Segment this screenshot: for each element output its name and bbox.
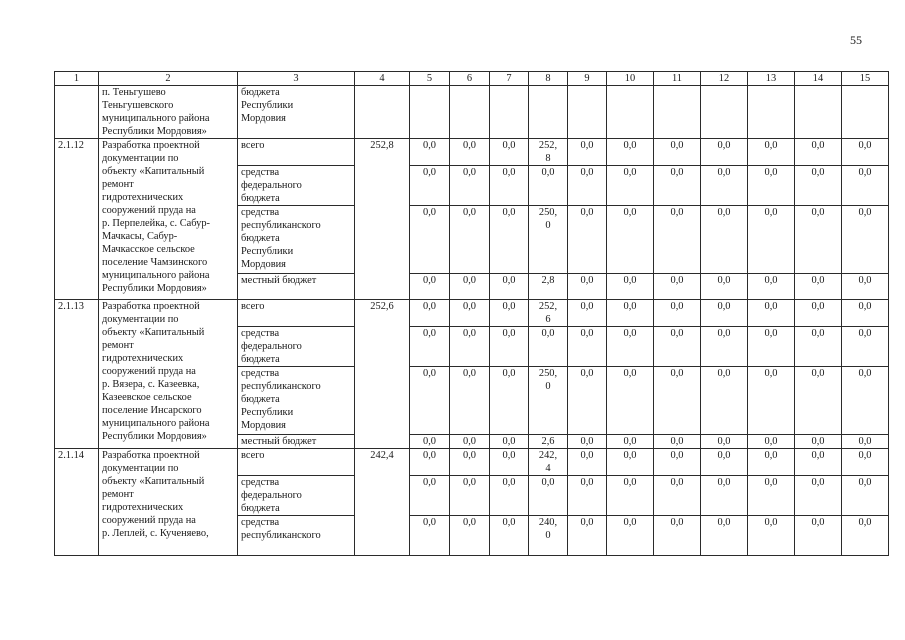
value-cell: 0,0 xyxy=(568,206,607,274)
text-line: Теньгушевского xyxy=(102,100,174,111)
code-cell xyxy=(55,86,99,139)
text-line: средства xyxy=(241,207,280,218)
text-line: Мачкасское сельское xyxy=(102,244,195,255)
text-line: федерального xyxy=(241,341,302,352)
continuation-row xyxy=(55,86,889,139)
value-cell: 0,0 xyxy=(842,516,889,556)
value-cell: 0,0 xyxy=(410,327,450,367)
text-line: 0,0 xyxy=(541,328,555,339)
value-cell: 0,0 xyxy=(795,367,842,435)
text-line: Мордовия xyxy=(241,259,286,270)
value-cell: 0,0 xyxy=(450,476,490,516)
column-number-cell: 10 xyxy=(607,72,654,86)
value-cell-col8 xyxy=(529,449,568,476)
value-cell: 0,0 xyxy=(842,139,889,166)
value-cell: 0,0 xyxy=(450,367,490,435)
text-line: сооружений пруда на xyxy=(102,366,196,377)
column-number-cell: 15 xyxy=(842,72,889,86)
text-line: 252, xyxy=(538,140,558,151)
value-cell: 0,0 xyxy=(568,300,607,327)
value-cell xyxy=(795,86,842,139)
column-number-cell: 11 xyxy=(654,72,701,86)
text-line: средства xyxy=(241,477,280,488)
program-table xyxy=(54,71,889,556)
column-number-cell: 2 xyxy=(99,72,238,86)
text-line: 0 xyxy=(545,381,551,392)
text-line: 4 xyxy=(545,463,551,474)
value-cell: 0,0 xyxy=(450,516,490,556)
value-cell: 0,0 xyxy=(607,274,654,300)
value-cell-col8 xyxy=(529,274,568,300)
funding-source-cell xyxy=(238,139,355,166)
value-cell: 0,0 xyxy=(701,367,748,435)
value-cell: 0,0 xyxy=(410,139,450,166)
text-line: ремонт xyxy=(102,179,134,190)
text-line: 242, xyxy=(538,450,558,461)
value-cell: 0,0 xyxy=(795,449,842,476)
text-line: 252, xyxy=(538,301,558,312)
text-line: Республики Мордовия» xyxy=(102,126,207,137)
value-cell xyxy=(490,86,529,139)
value-cell: 0,0 xyxy=(654,166,701,206)
text-line: объекту «Капитальный xyxy=(102,476,205,487)
value-cell xyxy=(654,86,701,139)
text-line: 2,6 xyxy=(541,436,555,447)
value-cell: 0,0 xyxy=(842,435,889,449)
value-cell: 0,0 xyxy=(607,476,654,516)
item-code-cell: 2.1.13 xyxy=(55,300,99,449)
funding-source-cell xyxy=(238,300,355,327)
text-line: 0 xyxy=(545,220,551,231)
value-cell-col8 xyxy=(529,476,568,516)
value-cell: 0,0 xyxy=(490,476,529,516)
value-cell: 0,0 xyxy=(795,300,842,327)
value-cell: 0,0 xyxy=(701,206,748,274)
value-cell-col8 xyxy=(529,166,568,206)
value-cell: 0,0 xyxy=(748,327,795,367)
value-cell: 0,0 xyxy=(795,516,842,556)
text-line: муниципального района xyxy=(102,418,210,429)
text-line: Республики xyxy=(241,100,294,111)
value-cell: 0,0 xyxy=(450,166,490,206)
text-line: 0 xyxy=(545,530,551,541)
value-cell: 0,0 xyxy=(842,449,889,476)
value-cell: 0,0 xyxy=(654,435,701,449)
value-cell: 0,0 xyxy=(450,435,490,449)
value-cell: 0,0 xyxy=(748,274,795,300)
value-cell: 0,0 xyxy=(654,516,701,556)
value-cell: 0,0 xyxy=(842,166,889,206)
value-cell: 0,0 xyxy=(607,435,654,449)
value-cell xyxy=(607,86,654,139)
value-cell: 0,0 xyxy=(654,274,701,300)
value-cell: 0,0 xyxy=(490,516,529,556)
text-line: Республики Мордовия» xyxy=(102,283,207,294)
value-cell-col8 xyxy=(529,206,568,274)
value-cell: 0,0 xyxy=(701,139,748,166)
value-cell: 0,0 xyxy=(450,300,490,327)
value-cell xyxy=(355,86,410,139)
text-line: поселение Инсарского xyxy=(102,405,202,416)
text-line: Казеевское сельское xyxy=(102,392,192,403)
text-line: бюджета xyxy=(241,87,280,98)
text-line: р. Леплей, с. Кученяево, xyxy=(102,528,209,539)
value-cell xyxy=(748,86,795,139)
value-cell: 0,0 xyxy=(568,327,607,367)
value-cell: 0,0 xyxy=(748,206,795,274)
value-cell: 0,0 xyxy=(701,449,748,476)
value-cell: 0,0 xyxy=(701,300,748,327)
text-line: гидротехнических xyxy=(102,353,184,364)
column-number-cell: 13 xyxy=(748,72,795,86)
text-line: средства xyxy=(241,368,280,379)
value-cell: 0,0 xyxy=(701,516,748,556)
value-cell-col8 xyxy=(529,327,568,367)
value-cell-col8 xyxy=(529,516,568,556)
page-number: 55 xyxy=(850,33,862,47)
text-line: Республики xyxy=(241,246,294,257)
value-cell: 0,0 xyxy=(410,476,450,516)
value-cell: 0,0 xyxy=(450,274,490,300)
value-cell: 0,0 xyxy=(568,139,607,166)
text-line: местный бюджет xyxy=(241,275,317,286)
text-line: объекту «Капитальный xyxy=(102,166,205,177)
object-name-cell xyxy=(99,86,238,139)
value-cell-col8 xyxy=(529,300,568,327)
value-cell: 0,0 xyxy=(490,449,529,476)
text-line: 250, xyxy=(538,207,558,218)
value-cell: 0,0 xyxy=(842,367,889,435)
value-cell: 0,0 xyxy=(795,327,842,367)
text-line: республиканского xyxy=(241,530,321,541)
text-line: р. Перпелейка, с. Сабур- xyxy=(102,218,211,229)
value-cell-col8 xyxy=(529,367,568,435)
text-line: Республики Мордовия» xyxy=(102,431,207,442)
funding-source-cell xyxy=(238,476,355,516)
text-line: муниципального района xyxy=(102,113,210,124)
column-number-cell: 6 xyxy=(450,72,490,86)
text-line: документации по xyxy=(102,153,179,164)
text-line: Республики xyxy=(241,407,294,418)
text-line: бюджета xyxy=(241,233,280,244)
value-cell: 0,0 xyxy=(410,435,450,449)
value-cell: 0,0 xyxy=(748,516,795,556)
value-cell: 0,0 xyxy=(748,435,795,449)
value-cell: 0,0 xyxy=(450,206,490,274)
text-line: бюджета xyxy=(241,354,280,365)
column-number-cell: 1 xyxy=(55,72,99,86)
value-cell xyxy=(568,86,607,139)
funding-source-cell xyxy=(238,516,355,556)
text-line: Разработка проектной xyxy=(102,450,200,461)
text-line: муниципального района xyxy=(102,270,210,281)
value-cell: 0,0 xyxy=(490,274,529,300)
text-line: Разработка проектной xyxy=(102,140,200,151)
text-line: Мачкасы, Сабур- xyxy=(102,231,178,242)
funding-source-cell xyxy=(238,367,355,435)
funding-source-cell xyxy=(238,327,355,367)
value-cell: 0,0 xyxy=(748,166,795,206)
value-cell: 0,0 xyxy=(842,476,889,516)
value-cell: 0,0 xyxy=(568,166,607,206)
value-cell: 0,0 xyxy=(490,435,529,449)
text-line: 240, xyxy=(538,517,558,528)
value-cell: 0,0 xyxy=(701,327,748,367)
value-cell: 0,0 xyxy=(795,435,842,449)
value-cell: 0,0 xyxy=(607,367,654,435)
text-line: Мордовия xyxy=(241,420,286,431)
text-line: сооружений пруда на xyxy=(102,515,196,526)
value-cell: 0,0 xyxy=(654,206,701,274)
value-cell: 0,0 xyxy=(450,327,490,367)
text-line: республиканского xyxy=(241,220,321,231)
value-cell: 0,0 xyxy=(748,300,795,327)
column-number-cell: 3 xyxy=(238,72,355,86)
value-cell: 0,0 xyxy=(490,300,529,327)
value-cell: 0,0 xyxy=(842,327,889,367)
value-cell: 0,0 xyxy=(607,206,654,274)
text-line: бюджета xyxy=(241,193,280,204)
value-cell: 0,0 xyxy=(568,367,607,435)
text-line: ремонт xyxy=(102,489,134,500)
column-number-cell: 4 xyxy=(355,72,410,86)
value-cell: 0,0 xyxy=(410,274,450,300)
value-cell: 0,0 xyxy=(748,367,795,435)
text-line: бюджета xyxy=(241,394,280,405)
total-cell: 252,8 xyxy=(355,139,410,300)
value-cell: 0,0 xyxy=(410,367,450,435)
column-number-cell: 9 xyxy=(568,72,607,86)
text-line: объекту «Капитальный xyxy=(102,327,205,338)
funding-source-cell xyxy=(238,435,355,449)
value-cell: 0,0 xyxy=(568,274,607,300)
value-cell: 0,0 xyxy=(410,206,450,274)
text-line: 250, xyxy=(538,368,558,379)
text-line: всего xyxy=(241,140,265,151)
item-code-cell: 2.1.14 xyxy=(55,449,99,556)
funding-row xyxy=(55,300,889,327)
text-line: средства xyxy=(241,328,280,339)
object-name-cell xyxy=(99,300,238,449)
text-line: Разработка проектной xyxy=(102,301,200,312)
text-line: всего xyxy=(241,450,265,461)
value-cell: 0,0 xyxy=(410,516,450,556)
funding-source-cell xyxy=(238,274,355,300)
value-cell: 0,0 xyxy=(490,206,529,274)
value-cell: 0,0 xyxy=(654,449,701,476)
funding-source-cell xyxy=(238,206,355,274)
value-cell-col8 xyxy=(529,139,568,166)
text-line: средства xyxy=(241,167,280,178)
value-cell: 0,0 xyxy=(607,449,654,476)
value-cell xyxy=(529,86,568,139)
column-number-cell: 7 xyxy=(490,72,529,86)
text-line: 0,0 xyxy=(541,167,555,178)
value-cell: 0,0 xyxy=(410,300,450,327)
text-line: 0,0 xyxy=(541,477,555,488)
value-cell: 0,0 xyxy=(795,274,842,300)
funding-source-cell xyxy=(238,166,355,206)
text-line: 6 xyxy=(545,314,551,325)
value-cell: 0,0 xyxy=(795,166,842,206)
value-cell: 0,0 xyxy=(748,476,795,516)
value-cell: 0,0 xyxy=(654,476,701,516)
value-cell: 0,0 xyxy=(568,449,607,476)
text-line: бюджета xyxy=(241,503,280,514)
funding-source-cell xyxy=(238,449,355,476)
column-number-cell: 14 xyxy=(795,72,842,86)
value-cell: 0,0 xyxy=(568,476,607,516)
value-cell: 0,0 xyxy=(568,435,607,449)
text-line: всего xyxy=(241,301,265,312)
value-cell: 0,0 xyxy=(410,166,450,206)
value-cell: 0,0 xyxy=(795,139,842,166)
text-line: гидротехнических xyxy=(102,192,184,203)
total-cell: 252,6 xyxy=(355,300,410,449)
value-cell xyxy=(410,86,450,139)
value-cell: 0,0 xyxy=(490,327,529,367)
text-line: документации по xyxy=(102,463,179,474)
column-number-cell: 5 xyxy=(410,72,450,86)
value-cell: 0,0 xyxy=(607,300,654,327)
value-cell: 0,0 xyxy=(795,206,842,274)
value-cell xyxy=(701,86,748,139)
text-line: п. Теньгушево xyxy=(102,87,166,98)
value-cell: 0,0 xyxy=(654,139,701,166)
object-name-cell xyxy=(99,139,238,300)
value-cell xyxy=(842,86,889,139)
text-line: поселение Чамзинского xyxy=(102,257,208,268)
value-cell: 0,0 xyxy=(748,449,795,476)
value-cell-col8 xyxy=(529,435,568,449)
value-cell: 0,0 xyxy=(701,435,748,449)
funding-source-cell xyxy=(238,86,355,139)
value-cell: 0,0 xyxy=(795,476,842,516)
total-cell: 242,4 xyxy=(355,449,410,556)
funding-row xyxy=(55,449,889,476)
text-line: 2,8 xyxy=(541,275,555,286)
object-name-cell xyxy=(99,449,238,556)
value-cell: 0,0 xyxy=(842,300,889,327)
column-number-row xyxy=(55,72,889,86)
value-cell: 0,0 xyxy=(607,139,654,166)
value-cell xyxy=(450,86,490,139)
value-cell: 0,0 xyxy=(654,300,701,327)
value-cell: 0,0 xyxy=(450,139,490,166)
value-cell: 0,0 xyxy=(607,166,654,206)
value-cell: 0,0 xyxy=(748,139,795,166)
value-cell: 0,0 xyxy=(490,166,529,206)
text-line: федерального xyxy=(241,490,302,501)
text-line: средства xyxy=(241,517,280,528)
value-cell: 0,0 xyxy=(607,516,654,556)
column-number-cell: 12 xyxy=(701,72,748,86)
value-cell: 0,0 xyxy=(701,166,748,206)
value-cell: 0,0 xyxy=(654,327,701,367)
value-cell: 0,0 xyxy=(842,206,889,274)
text-line: р. Вязера, с. Казеевка, xyxy=(102,379,200,390)
funding-row xyxy=(55,139,889,166)
value-cell: 0,0 xyxy=(450,449,490,476)
text-line: местный бюджет xyxy=(241,436,317,447)
text-line: федерального xyxy=(241,180,302,191)
text-line: гидротехнических xyxy=(102,502,184,513)
text-line: сооружений пруда на xyxy=(102,205,196,216)
value-cell: 0,0 xyxy=(490,367,529,435)
text-line: 8 xyxy=(545,153,551,164)
value-cell: 0,0 xyxy=(701,476,748,516)
value-cell: 0,0 xyxy=(654,367,701,435)
column-number-cell: 8 xyxy=(529,72,568,86)
value-cell: 0,0 xyxy=(607,327,654,367)
text-line: республиканского xyxy=(241,381,321,392)
value-cell: 0,0 xyxy=(490,139,529,166)
text-line: ремонт xyxy=(102,340,134,351)
value-cell: 0,0 xyxy=(568,516,607,556)
value-cell: 0,0 xyxy=(410,449,450,476)
value-cell: 0,0 xyxy=(701,274,748,300)
text-line: документации по xyxy=(102,314,179,325)
item-code-cell: 2.1.12 xyxy=(55,139,99,300)
value-cell: 0,0 xyxy=(842,274,889,300)
text-line: Мордовия xyxy=(241,113,286,124)
